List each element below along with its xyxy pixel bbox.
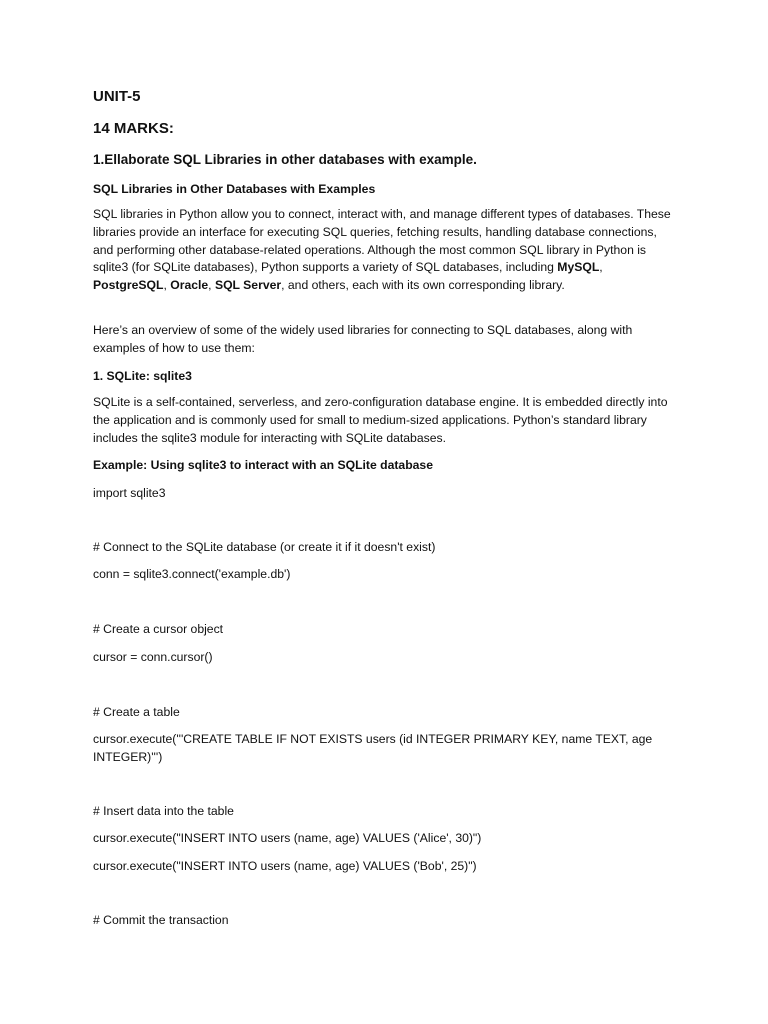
intro-separator-1: ,	[599, 260, 603, 275]
code-line: conn = sqlite3.connect('example.db')	[93, 567, 291, 581]
code-comment: # Insert data into the table	[93, 804, 234, 818]
intro-separator-2: ,	[163, 278, 171, 293]
document-page	[93, 0, 678, 1024]
code-comment: # Commit the transaction	[93, 913, 229, 927]
db-postgresql: PostgreSQL	[93, 278, 164, 293]
question-heading: 1.Ellaborate SQL Libraries in other databases with example.	[93, 152, 477, 167]
intro-text-after: , and others, each with its own corresponding library.	[281, 278, 565, 293]
code-line: cursor.execute("INSERT INTO users (name, age) VALUES ('Alice', 30)")	[93, 831, 482, 845]
sqlite-description: SQLite is a self-contained, serverless, and zero-configuration database engine. It is embedded directly into the application and is commonly used for small to medium-sized applications. Python’s standard library includes the sqlite3 module for interacting with SQLite databases.	[93, 395, 668, 445]
db-sqlserver: SQL Server	[214, 278, 282, 293]
intro-text-before: SQL libraries in Python allow you to connect, interact with, and manage different types of databases. These libraries provide an interface for executing SQL queries, fetching results, handling database connections, and performing other database-related operations. Although the most common SQL library in Python is sqlite3 (for SQLite databases), Python supports a variety of SQL databases, including	[93, 207, 671, 275]
code-line: cursor.execute('''CREATE TABLE IF NOT EXISTS users (id INTEGER PRIMARY KEY, name TEXT, age INTEGER)''')	[93, 732, 656, 764]
db-oracle: Oracle	[170, 278, 209, 293]
db-mysql: MySQL	[557, 260, 600, 275]
marks-title: 14 MARKS:	[93, 120, 174, 137]
code-line: import sqlite3	[93, 486, 166, 500]
code-line: cursor.execute("INSERT INTO users (name, age) VALUES ('Bob', 25)")	[93, 859, 477, 873]
section-heading: SQL Libraries in Other Databases with Examples	[93, 182, 376, 196]
intro-separator-3: ,	[208, 278, 215, 293]
unit-title: UNIT-5	[93, 88, 141, 105]
code-comment: # Create a table	[93, 705, 180, 719]
sqlite-heading: 1. SQLite: sqlite3	[93, 369, 192, 383]
example-heading: Example: Using sqlite3 to interact with an SQLite database	[93, 458, 433, 472]
overview-paragraph: Here’s an overview of some of the widely used libraries for connecting to SQL databases, along with examples of how to use them:	[93, 323, 633, 355]
code-line: cursor = conn.cursor()	[93, 650, 213, 664]
code-comment: # Create a cursor object	[93, 622, 224, 636]
code-comment: # Connect to the SQLite database (or create it if it doesn't exist)	[93, 540, 436, 554]
intro-paragraph	[93, 206, 678, 295]
